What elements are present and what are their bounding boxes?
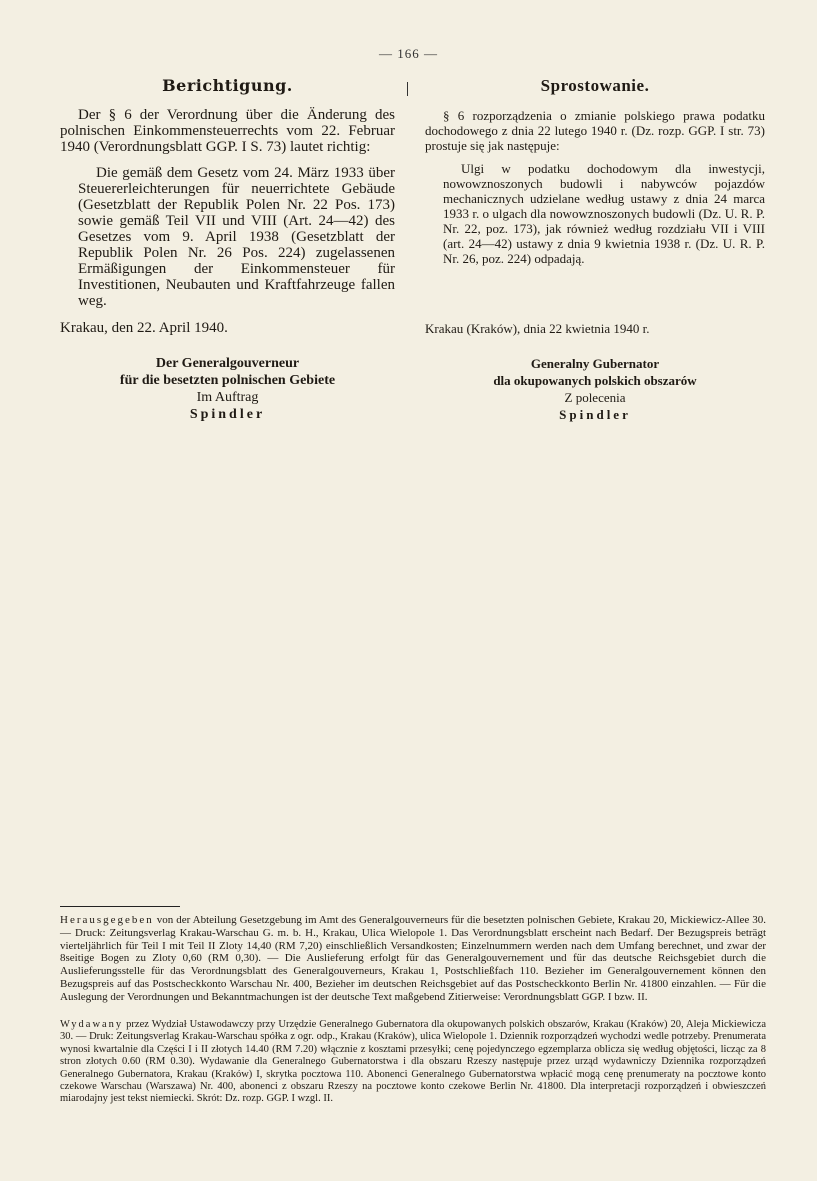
page-number: — 166 — xyxy=(379,46,438,61)
german-quote: Die gemäß dem Gesetz vom 24. März 1933 über Steuererleichterungen für neuerrichtete Gebäude (Gesetzblatt der Republik Polen Nr. 22 Pos. 173) sowie gemäß Teil VII und VIII (Art. 24—42) des Gesetzes vom 9. April 1938 (Gesetzblatt der Republik Polen Nr. 26 Pos. 224) zugelassenen Ermäßigungen der Einkommensteuer für Investitionen, Neubauten und Kraftfahrzeuge fallen weg. xyxy=(78,165,395,309)
german-signature xyxy=(60,355,395,423)
german-intro: Der § 6 der Verordnung über die Änderung des polnischen Einkommensteuerrechts vom 22. Februar 1940 (Verordnungsblatt GGP. I S. 73) lautet richtig: xyxy=(60,107,395,155)
polish-signature xyxy=(425,355,765,423)
footer-polish-lead: Wydawany xyxy=(60,1019,124,1030)
polish-intro: § 6 rozporządzenia o zmianie polskiego prawa podatku dochodowego z dnia 22 lutego 1940 r. (Dz. rozp. GGP. I str. 73) prostuje się jak następuje: xyxy=(425,108,765,153)
german-title: Berichtigung. xyxy=(162,76,293,95)
polish-column xyxy=(425,76,765,266)
german-sig-line3: Im Auftrag xyxy=(196,390,259,405)
german-sig-name: Spindler xyxy=(189,407,266,422)
footer-german xyxy=(60,914,766,1004)
polish-sig-line2: dla okupowanych polskich obszarów xyxy=(493,373,697,388)
polish-sig-line1: Generalny Gubernator xyxy=(530,356,660,371)
footer-german-lead: Herausgegeben xyxy=(60,914,154,926)
footer-german-text: von der Abteilung Gesetzgebung im Amt des Generalgouverneurs für die besetzten polnischen Gebiete, Krakau 20, Mickiewicz-Allee 30. — Druck: Zeitungsverlag Krakau-Warschau G. m. b. H., Krakau, Ulica Wielopole 1. Das Verordnungsblatt erscheint nach Bedarf. Der Bezugspreis beträgt vierteljährlich für Teil I mit Teil II Zloty 14,40 (RM 7,20) einschließlich Versandkosten; Einzelnummern werden nach dem Umfang berechnet, und zwar der 8seitige Bogen zu Zloty 0,60 (RM 0,30). — Die Auslieferung erfolgt für das Generalgouvernement und für das deutsche Reichsgebiet durch die Auslieferungsstelle für das Verordnungsblatt des Generalgouverneurs, Krakau 1, Postschließfach 110. Bezieher im Generalgouvernement können den Bezugspreis auf das Postscheckkonto Warschau Nr. 400, Bezieher im deutschen Reichsgebiet auf das Postscheckkonto Berlin Nr. 41800 einzahlen. — Für die Auslegung der Verordnungen und Bekanntmachungen ist der deutsche Text maßgebend Zitierweise: Verordnungsblatt GGP. I bzw. II. xyxy=(60,914,766,1003)
polish-sig-line3: Z polecenia xyxy=(564,390,626,405)
german-column xyxy=(60,76,395,309)
german-sig-line2: für die besetzten polnischen Gebiete xyxy=(119,373,336,388)
footer-polish xyxy=(60,1019,766,1106)
footer-polish-text: przez Wydział Ustawodawczy przy Urzędzie Generalnego Gubernatora dla okupowanych polskich obszarów, Krakau (Kraków) 20, Aleja Mickiewicza 30. — Druk: Zeitungsverlag Krakau-Warschau spółka z ogr. odp., Krakau (Kraków), ulica Wielopole 1. Dziennik rozporządzeń wychodzi wedle potrzeby. Prenumerata wynosi kwartalnie dla Części I i II złotych 14.40 (RM 7.20) włącznie z kosztami przesyłki; cenę pojedynczego egzemplarza oblicza się według objętości, licząc za 8 stron złotych 0.60 (RM 0.30). Wydawanie dla Generalnego Gubernatorstwa i dla obszaru Rzeszy następuje przez urząd wydawniczy Dziennika rozporządzeń Generalnego Gubernatora, Krakau (Kraków) I, skrytka pocztowa 110. Abonenci Generalnego Gubernatorstwa wpłacić mogą cenę prenumeraty na pocztowe konto czekowe Warschau (Warszawa) Nr. 400, abonenci z obszaru Rzeszy na pocztowe konto czekowe Berlin Nr. 41800. Dla interpretacji rozporządzeń i obwieszczeń miarodajny jest tekst niemiecki. Skrót: Dz. rozp. GGP. I wzgl. II. xyxy=(60,1019,766,1105)
column-divider xyxy=(407,82,408,96)
german-sig-line1: Der Generalgouverneur xyxy=(155,356,300,371)
footer-divider xyxy=(60,906,180,907)
polish-date: Krakau (Kraków), dnia 22 kwietnia 1940 r. xyxy=(425,321,650,336)
polish-title: Sprostowanie. xyxy=(540,76,650,95)
german-date: Krakau, den 22. April 1940. xyxy=(60,320,228,336)
polish-sig-name: Spindler xyxy=(559,407,631,422)
polish-quote: Ulgi w podatku dochodowym dla inwestycji, nowowznoszonych budowli i nabywców pojazdów mechanicznych udzielane według ustawy z dnia 24 marca 1933 r. o ulgach dla nowowznoszonych budowli (Dz. U. R. P. Nr. 22, poz. 173), jak również według rozdziału VII i VIII (art. 24—42) ustawy z dnia 9 kwietnia 1938 r. (Dz. U. R. P. Nr. 26, poz. 224) odpadają. xyxy=(443,161,765,266)
